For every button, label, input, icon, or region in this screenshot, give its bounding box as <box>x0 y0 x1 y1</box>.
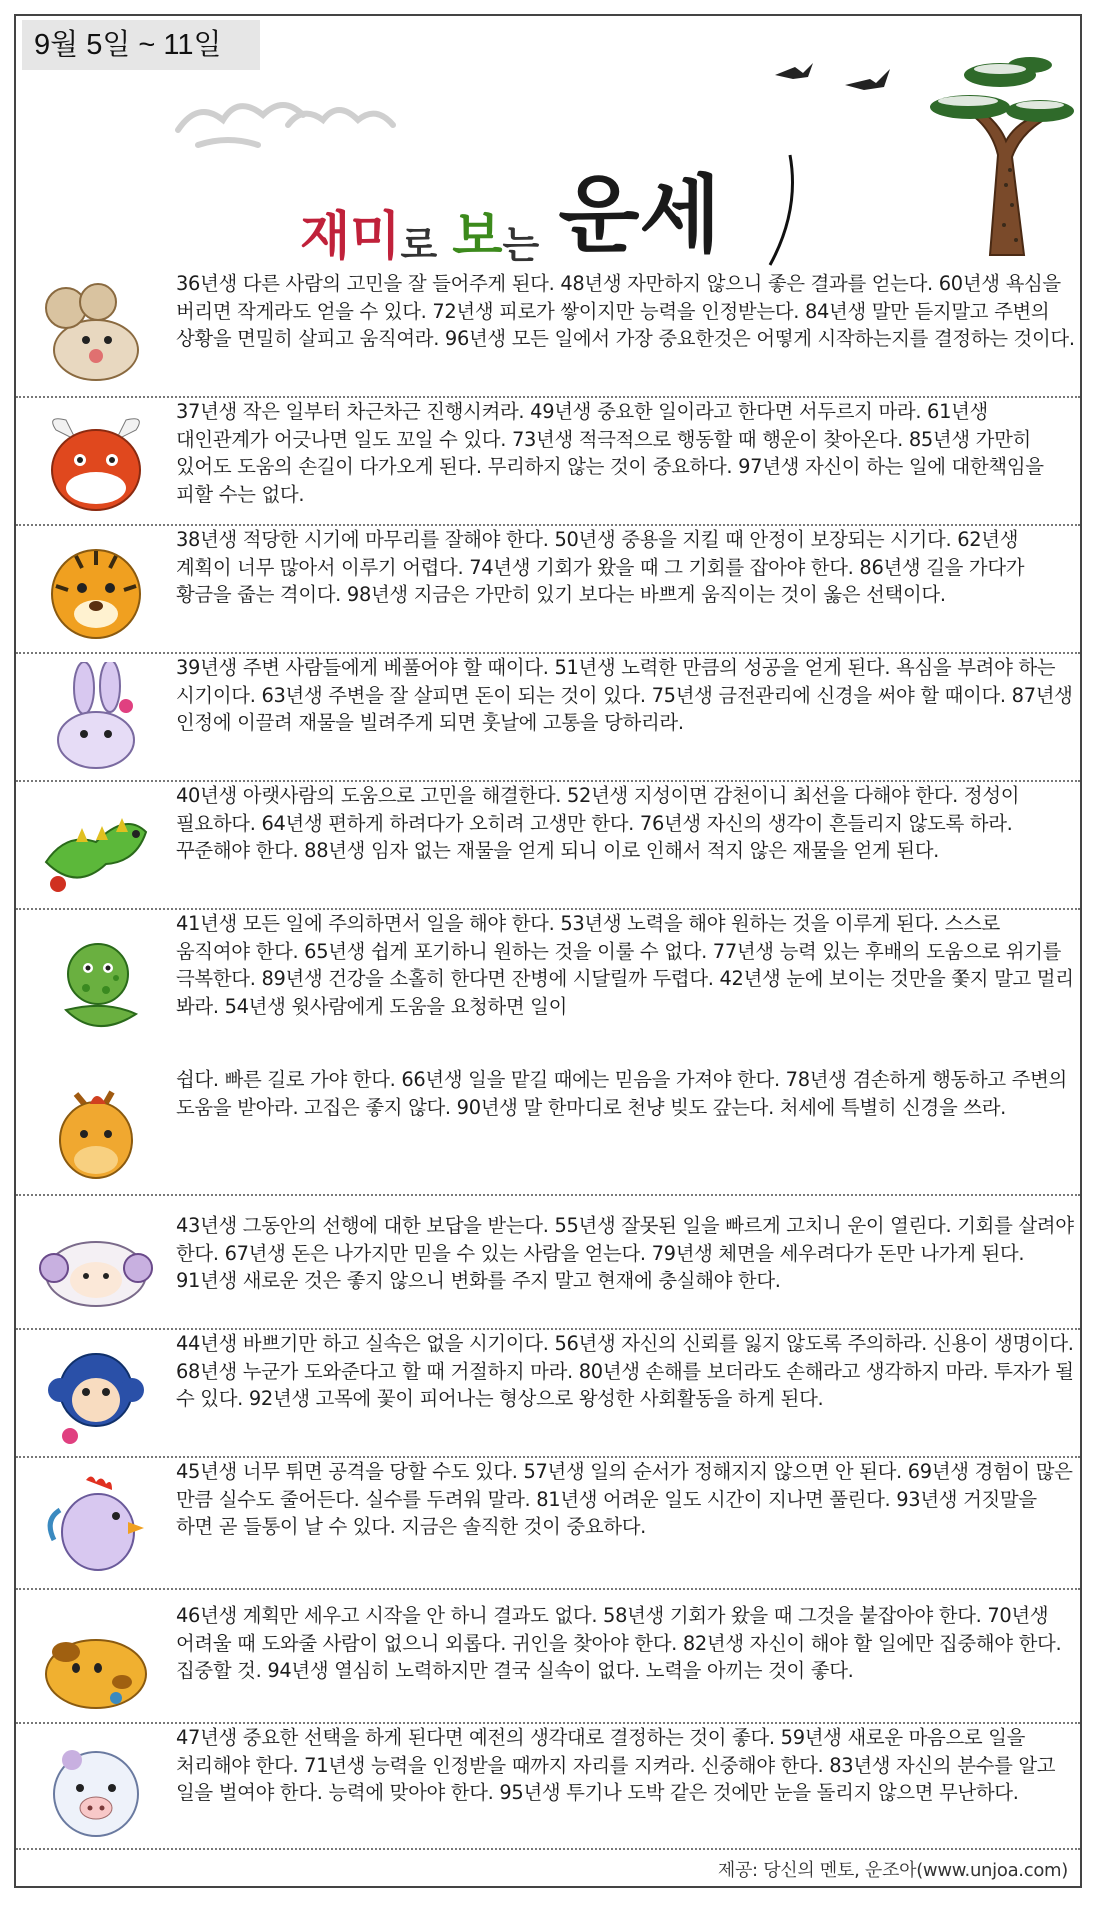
ox-icon <box>36 410 156 520</box>
row-rabbit <box>16 652 1080 782</box>
row-tiger <box>16 524 1080 654</box>
snake-icon <box>36 930 156 1040</box>
fortune-text: 39년생 주변 사람들에게 베풀어야 할 때이다. 51년생 노력한 만큼의 성공을 얻게 된다. 욕심을 부려야 하는 시기이다. 63년생 주변을 잘 살피면 돈이 되는 것이 있다. 75년생 금전관리에 신경을 써야 할 때이다. 87년생 인정에 이끌려 재물을 빌려주게 되면 훗날에 고통을 당하리라. <box>176 656 1073 734</box>
rabbit-icon <box>36 662 156 772</box>
fortune-text: 38년생 적당한 시기에 마무리를 잘해야 한다. 50년생 중용을 지킬 때 안정이 보장되는 시기다. 62년생 계획이 너무 많아서 이루기 어렵다. 74년생 기회가 왔을 때 그 기회를 잡아야 한다. 86년생 길을 가다가 황금을 줍는 격이다. 98년생 지금은 가만히 있기 보다는 바쁘게 움직이는 것이 옳은 선택이다. <box>176 528 1025 606</box>
row-sheep <box>16 1194 1080 1330</box>
fortune-text: 37년생 작은 일부터 차근차근 진행시켜라. 49년생 중요한 일이라고 한다면 서두르지 마라. 61년생 대인관계가 어긋나면 일도 꼬일 수 있다. 73년생 적극적으로 행동할 때 행운이 찾아온다. 85년생 가만히 있어도 도움의 손길이 다가오게 된다. 무리하지 않는 것이 중요하다. 97년생 자신이 하는 일에 대한책임을 피할 수는 없다. <box>176 400 1044 506</box>
row-dog <box>16 1588 1080 1724</box>
fortune-text: 45년생 너무 튀면 공격을 당할 수도 있다. 57년생 일의 순서가 정해지지 않으면 안 된다. 69년생 경험이 많은 만큼 실수도 줄어든다. 실수를 두려워 말라. 81년생 어려운 일도 시간이 지나면 풀린다. 93년생 거짓말을 하면 곧 들통이 날 수 있다. 지금은 솔직한 것이 중요하다. <box>176 1460 1073 1538</box>
fortune-text: 41년생 모든 일에 주의하면서 일을 해야 한다. 53년생 노력을 해야 원하는 것을 이루게 된다. 스스로 움직여야 한다. 65년생 쉽게 포기하니 원하는 것을 이룰 수 없다. 77년생 능력 있는 후배의 도움으로 위기를 극복한다. 89년생 건강을 소홀히 한다면 잔병에 시달릴까 두렵다. 42년생 눈에 보이는 것만을 쫓지 말고 멀리 봐라. 54년생 윗사람에게 도움을 요청하면 일이 <box>176 912 1074 1018</box>
row-dragon <box>16 780 1080 910</box>
fortune-text: 40년생 아랫사람의 도움으로 고민을 해결한다. 52년생 지성이면 감천이니 최선을 다해야 한다. 정성이 필요하다. 64년생 편하게 하려다가 오히려 고생만 한다. 76년생 자신의 생각이 흔들리지 않도록 하라. 꾸준해야 한다. 88년생 임자 없는 재물을 얻게 되니 이로 인해서 적지 않은 재물을 얻게 된다. <box>176 784 1020 862</box>
fortune-text: 44년생 바쁘기만 하고 실속은 없을 시기이다. 56년생 자신의 신뢰를 잃지 않도록 주의하라. 신용이 생명이다. 68년생 누군가 도와준다고 할 때 거절하지 마라. 80년생 손해를 보더라도 손해라고 생각하지 마라. 투자가 될 수 있다. 92년생 고목에 꽃이 피어나는 형상으로 왕성한 사회활동을 하게 된다. <box>176 1332 1074 1410</box>
fortune-text: 46년생 계획만 세우고 시작을 안 하니 결과도 없다. 58년생 기회가 왔을 때 그것을 붙잡아야 한다. 70년생 어려울 때 도와줄 사람이 없으니 외롭다. 귀인을 찾아야 한다. 82년생 자신이 해야 할 일에만 집중해야 한다. 집중할 것. 94년생 열심히 노력하지만 결국 실속이 없다. 노력을 아끼는 것이 좋다. <box>176 1604 1062 1682</box>
title-word-fortune: 운세 <box>558 165 721 264</box>
sheep-icon <box>36 1218 156 1328</box>
row-rooster <box>16 1456 1080 1590</box>
fortune-text: 36년생 다른 사람의 고민을 잘 들어주게 된다. 48년생 자만하지 않으니 좋은 결과를 얻는다. 60년생 욕심을 버리면 작게라도 얻을 수 있다. 72년생 피로가 쌓이지만 능력을 인정받는다. 84년생 말만 듣지말고 주변의 상황을 면밀히 살피고 움직여라. 96년생 모든 일에서 가장 중요한것은 어떻게 시작하는지를 결정하는 것이다. <box>176 272 1075 350</box>
row-pig <box>16 1722 1080 1852</box>
fortune-text: 43년생 그동안의 선행에 대한 보답을 받는다. 55년생 잘못된 일을 빠르게 고치니 운이 열린다. 기회를 살려야 한다. 67년생 돈은 나가지만 믿을 수 있는 사람을 얻는다. 79년생 체면을 세우려다가 돈만 나가게 된다. 91년생 새로운 것은 좋지 않으니 변화를 주지 말고 현재에 충실해야 한다. <box>176 1214 1074 1292</box>
source-credit: 제공: 당신의 멘토, 운조아(www.unjoa.com) <box>717 1860 1068 1881</box>
horse-icon <box>36 1074 156 1184</box>
pig-icon <box>36 1738 156 1848</box>
page-title <box>300 148 721 267</box>
row-rat <box>16 270 1080 396</box>
title-word-see: 보 <box>452 207 503 267</box>
tiger-icon <box>36 536 156 646</box>
row-snake <box>16 908 1080 1068</box>
row-horse <box>16 1066 1080 1194</box>
footer-divider <box>16 1848 1080 1851</box>
rat-icon <box>36 278 156 388</box>
title-word-neun: 는 <box>502 223 540 267</box>
row-monkey <box>16 1328 1080 1458</box>
brush-stroke-decoration <box>760 150 820 270</box>
rooster-icon <box>36 1470 156 1580</box>
dragon-icon <box>36 792 156 902</box>
pine-tree-icon <box>920 45 1080 260</box>
birds-icon <box>770 55 910 100</box>
fortune-text: 쉽다. 빠른 길로 가야 한다. 66년생 일을 맡길 때에는 믿음을 가져야 한다. 78년생 겸손하게 행동하고 주변의 도움을 받아라. 고집은 좋지 않다. 90년생 말 한마디로 천냥 빚도 갚는다. 처세에 특별히 신경을 쓰라. <box>176 1068 1067 1119</box>
dog-icon <box>36 1618 156 1728</box>
date-range-label: 9월 5일 ~ 11일 <box>22 20 260 70</box>
fortune-text: 47년생 중요한 선택을 하게 된다면 예전의 생각대로 결정하는 것이 좋다. 59년생 새로운 마음으로 일을 처리해야 한다. 71년생 능력을 인정받을 때까지 자리를 지켜라. 신중해야 한다. 83년생 자신의 분수를 알고 일을 벌여야 한다. 능력에 맞아야 한다. 95년생 투기나 도박 같은 것에만 눈을 돌리지 않으면 무난하다. <box>176 1726 1056 1804</box>
title-word-fun: 재미 <box>300 207 401 267</box>
row-ox <box>16 396 1080 526</box>
monkey-icon <box>36 1340 156 1450</box>
title-word-with: 로 <box>400 223 438 267</box>
